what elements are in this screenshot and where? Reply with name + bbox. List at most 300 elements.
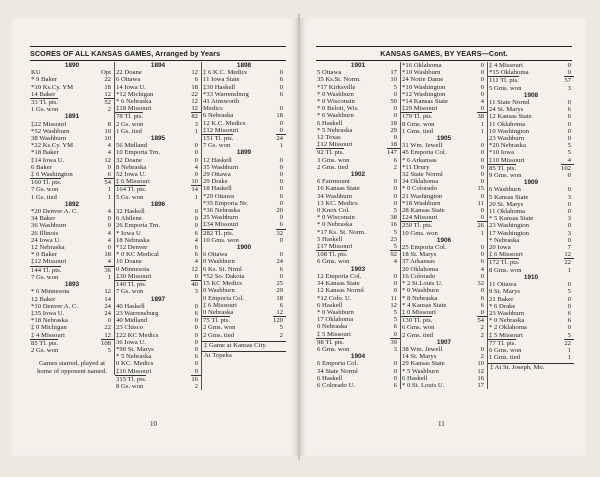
game-opponent: ‡10 Missouri (489, 156, 525, 164)
year-heading: 1899 (236, 149, 252, 157)
game-row (115, 332, 201, 339)
opponent-score: 0 (194, 142, 198, 150)
opponent-score: 5 (279, 324, 283, 332)
game-row (115, 91, 201, 98)
game-opponent: ‡24 Missouri (402, 214, 438, 222)
game-row (488, 237, 574, 244)
game-row (115, 303, 201, 310)
opponent-score: 11 (390, 294, 397, 302)
opponent-score: 0 (279, 185, 283, 193)
game-opponent: 34 Washburn (317, 192, 353, 200)
game-opponent: 8 Gms. won (402, 120, 435, 128)
game-opponent: 75 Tl. pts. (203, 317, 231, 325)
opponent-score: 0 (194, 367, 198, 375)
game-row (30, 194, 114, 201)
game-row (316, 105, 400, 112)
opponent-score: 108 (101, 339, 114, 347)
opponent-score: 4 (107, 149, 111, 157)
game-row (488, 296, 574, 303)
total-row (401, 316, 487, 324)
game-row (202, 171, 286, 178)
opponent-score: 3 (393, 345, 397, 353)
game-opponent: 40 Haskell (116, 302, 145, 310)
game-opponent: 0 KC. Medics (116, 360, 154, 368)
opponent-score: 14 (104, 295, 111, 303)
total-row (30, 339, 114, 347)
opponent-score: 10 (390, 76, 397, 84)
game-opponent: *12 Washington (402, 90, 446, 98)
opponent-score: 32 (276, 229, 286, 237)
opponent-score: 4 (107, 236, 111, 244)
opponent-score: 5 (567, 331, 571, 339)
opponent-score: 6 (194, 244, 198, 252)
opponent-score: 82 (191, 112, 201, 120)
opponent-score: 18 (191, 83, 198, 91)
game-row (401, 360, 487, 367)
game-opponent: 20 Oklahoma (402, 265, 439, 273)
game-row (115, 215, 201, 222)
opponent-score: 18 (276, 112, 283, 120)
game-row (401, 258, 487, 265)
year-heading: 1907 (436, 338, 452, 346)
total-row (316, 148, 400, 156)
game-row (30, 149, 114, 156)
game-row (316, 164, 400, 171)
game-opponent: 2 Gs. won (31, 346, 59, 354)
year-heading: 1900 (236, 244, 252, 252)
game-opponent: 34 Baker (31, 215, 56, 223)
game-opponent: 24 Notre Dame (402, 76, 444, 84)
game-row (202, 185, 286, 192)
game-row (30, 274, 114, 281)
opponent-score: 2 (279, 331, 283, 339)
game-opponent: 5 Kansas State (489, 193, 529, 201)
game-opponent: *12 Colo. U. (317, 294, 352, 302)
game-opponent: 23 Washburn (489, 309, 525, 317)
opponent-score: 0 (393, 272, 397, 280)
game-opponent: 45 Emporia Col. (402, 149, 447, 157)
game-opponent: 0 Knox Col. (317, 207, 350, 215)
game-row (115, 128, 201, 135)
game-opponent: 250 Tl. pts. (402, 222, 433, 230)
opponent-score: 6 (393, 323, 397, 331)
game-row (401, 353, 487, 360)
game-opponent: * 5 Nebraska (317, 126, 353, 134)
game-opponent: 6 Ottawa (116, 76, 141, 84)
opponent-score: 0 (480, 142, 484, 150)
game-row (202, 200, 286, 207)
opponent-score: 6 (279, 301, 283, 309)
game-row (316, 185, 400, 192)
opponent-score: 1 (107, 193, 111, 201)
game-opponent: 98 Tl. pts. (317, 338, 345, 346)
opponent-score: 6 (279, 76, 283, 84)
game-row (401, 287, 487, 294)
game-opponent: ‡ 4 Missouri (31, 331, 65, 339)
game-opponent: 0 Washburn (203, 287, 235, 295)
game-opponent: *20 Denver A. C. (31, 208, 78, 216)
game-opponent: 6 Haskell (317, 301, 343, 309)
game-opponent: *10 Washington (402, 83, 446, 91)
opponent-score: 6 (393, 156, 397, 164)
game-opponent: 7 Gs. won (31, 273, 59, 281)
game-opponent: 1 Gs. tied (116, 127, 142, 135)
game-row (115, 368, 201, 375)
game-opponent: 24 Iowa U. (31, 236, 61, 244)
game-row (488, 288, 574, 295)
game-opponent: 6 Haskell (402, 374, 428, 382)
opponent-score: 0 (194, 317, 198, 325)
game-row (316, 193, 400, 200)
game-row (488, 135, 574, 142)
game-opponent: 5 Gs. won (116, 193, 144, 201)
left-page (12, 18, 298, 456)
game-row (488, 324, 574, 331)
opponent-score: 0 (194, 302, 198, 310)
game-opponent: 85 Tl. pts. (31, 339, 59, 347)
game-row (401, 149, 487, 156)
game-opponent: *11 Drury (402, 163, 430, 171)
game-opponent: 0 Nebraska (203, 308, 234, 316)
game-row (115, 353, 201, 360)
game-row (202, 324, 286, 331)
game-opponent: 5 Gms. won (489, 84, 522, 92)
right-column-2 (401, 62, 488, 389)
game-row (401, 200, 487, 207)
game-opponent: 0 Emporia Col. (203, 294, 245, 302)
opponent-score: 0 (480, 62, 484, 69)
opponent-score: 17 (477, 381, 484, 389)
game-opponent: 2 Gms. tied (317, 163, 349, 171)
footnote-starred: Games starred, played at home of opponent named. (37, 360, 107, 375)
opponent-score: 24 (276, 134, 286, 142)
game-row (401, 171, 487, 178)
game-row (115, 310, 201, 317)
right-column-1 (316, 62, 401, 389)
total-row (316, 338, 400, 346)
game-row (115, 157, 201, 164)
opponent-score: 6 (480, 294, 484, 302)
opponent-score: 4 (107, 258, 111, 266)
opponent-score: 22 (104, 324, 111, 332)
game-opponent: 25 Emporia Col. (402, 244, 447, 252)
game-opponent: 25 Washburn (203, 214, 239, 222)
game-opponent: 315 Tl. pts. (116, 375, 147, 383)
game-opponent: 11 Ottawa (489, 281, 517, 289)
game-opponent: *90 St. Marys (116, 345, 154, 353)
left-column-3 (202, 62, 286, 360)
opponent-score: 0 (567, 69, 571, 77)
game-opponent: 29 Kansas State (402, 360, 445, 368)
opponent-score: 0 (480, 251, 484, 259)
opponent-score: 6 (567, 317, 571, 325)
total-row (401, 221, 487, 229)
game-opponent: 85 Tl. pts. (489, 164, 517, 172)
opponent-score: 12 (191, 69, 198, 77)
game-row (316, 120, 400, 127)
game-row (115, 69, 201, 76)
opponent-score: 0 (194, 338, 198, 346)
game-row (401, 302, 487, 309)
game-row (202, 221, 286, 228)
game-opponent: 8 Gs. won (116, 382, 144, 390)
game-opponent: * 4 Kansas State (402, 301, 447, 309)
game-row (30, 121, 114, 128)
game-opponent: 6 Haskell (317, 119, 343, 127)
game-opponent: * 5 Kansas State (489, 215, 534, 223)
opponent-score: 16 (477, 374, 484, 382)
game-row (488, 317, 574, 324)
game-row (401, 244, 487, 251)
game-row (115, 346, 201, 353)
opponent-score: 0 (279, 236, 283, 244)
opponent-score: 0 (567, 62, 571, 69)
game-opponent: * 0 Baker (31, 251, 57, 259)
opponent-score: 4 (194, 258, 198, 266)
game-row (115, 194, 201, 201)
game-opponent: 5 Haskell (317, 235, 343, 243)
opponent-score: 1 (107, 273, 111, 281)
game-row (30, 171, 114, 178)
opponent-score: 0 (480, 156, 484, 164)
opponent-score: 0 (279, 126, 283, 134)
game-row (202, 120, 286, 127)
opponent-score: 22 (104, 76, 111, 84)
game-opponent: 282 Tl. pts. (203, 229, 234, 237)
opponent-score: 12 (390, 301, 397, 309)
game-row (115, 273, 201, 280)
total-row (488, 339, 574, 347)
opponent-score: 50 (390, 98, 397, 106)
opponent-score: 6 (567, 309, 571, 317)
game-row (316, 382, 400, 389)
opponent-score: 12 (564, 251, 571, 259)
game-row (401, 266, 487, 273)
game-opponent: 14 St. Marys (402, 353, 437, 361)
game-row (488, 85, 574, 92)
game-row (401, 280, 487, 287)
game-row (401, 295, 487, 302)
total-row (401, 112, 487, 120)
game-opponent: *52 Washburn (31, 127, 70, 135)
game-row (30, 332, 114, 339)
game-row (202, 84, 286, 91)
opponent-score: 0 (279, 251, 283, 259)
game-row (115, 142, 201, 149)
opponent-score: 6 (279, 221, 283, 229)
game-opponent: ‡18 Missouri (116, 105, 152, 113)
game-opponent: 7 Gs. won (203, 142, 231, 150)
game-opponent: ‡12 Missouri (31, 258, 67, 266)
game-row (30, 208, 114, 215)
game-opponent: * Iowa U (116, 229, 141, 237)
game-opponent: 6 Gms. won (402, 324, 435, 332)
game-opponent: *12 Denver (116, 244, 148, 252)
opponent-score: 0 (279, 199, 283, 207)
game-opponent: 35 Washburn (203, 163, 239, 171)
game-row (115, 149, 201, 156)
game-opponent: 12 Texas (317, 134, 341, 142)
opponent-score: 7 (567, 244, 571, 252)
opponent-score: 0 (194, 156, 198, 164)
game-opponent: *17 Kirksville (317, 83, 356, 91)
game-row (30, 251, 114, 258)
game-opponent: 37 Arkansas (402, 258, 435, 266)
game-row (488, 244, 574, 251)
opponent-score: 3 (567, 193, 571, 201)
opponent-score: 6 (279, 192, 283, 200)
game-row (115, 339, 201, 346)
opponent-score: 12 (104, 156, 111, 164)
game-row (401, 332, 487, 339)
game-row (115, 383, 201, 390)
game-opponent: 11 Iowa State (203, 76, 240, 84)
game-opponent: * 6 Drake (489, 302, 516, 310)
game-opponent: *12 Michigan (116, 90, 154, 98)
opponent-score: 0 (279, 171, 283, 179)
opponent-score: 102 (561, 164, 574, 172)
game-opponent: * 0 Nebraska (317, 221, 353, 229)
game-row (202, 214, 286, 221)
game-row (488, 106, 574, 113)
total-row (488, 164, 574, 172)
game-row (115, 84, 201, 91)
game-opponent: 172 Tl. pts. (489, 259, 520, 267)
opponent-score: 0 (480, 178, 484, 186)
opponent-score: 24 (104, 302, 111, 310)
game-row (316, 69, 400, 76)
opponent-score: 52 (104, 98, 114, 106)
game-opponent: 144 Tl. pts. (31, 266, 62, 274)
opponent-score: 5 (567, 288, 571, 296)
opponent-score: 5 (393, 308, 397, 316)
opponent-score: 0 (393, 360, 397, 368)
opponent-score: 4 (107, 142, 111, 150)
opponent-score: 0 (480, 171, 484, 179)
game-row (488, 62, 574, 69)
game-row (115, 230, 201, 237)
game-opponent: 20 Iowa (489, 244, 511, 252)
game-row (202, 280, 286, 287)
opponent-score: 2 (480, 331, 484, 339)
game-row (316, 207, 400, 214)
game-opponent: * 0 KC Medical (116, 251, 159, 259)
game-row (115, 178, 201, 185)
game-opponent: 10 Emporia Trn. (116, 149, 161, 157)
opponent-score: 120 (273, 316, 286, 324)
game-row (401, 207, 487, 214)
game-row (30, 230, 114, 237)
game-row (401, 128, 487, 135)
game-opponent: * 0 Wisconsin (317, 98, 355, 106)
game-row (30, 186, 114, 193)
opponent-score: 0 (480, 76, 484, 84)
game-opponent: * 6 Nebraska (116, 98, 152, 106)
opponent-score: 4 (393, 258, 397, 266)
game-opponent: 6 Haskell (317, 374, 343, 382)
game-row (488, 347, 574, 354)
opponent-score: 0 (480, 90, 484, 98)
opponent-score: 40 (191, 280, 201, 288)
game-opponent: 7 Gs. won (31, 186, 59, 194)
game-row (202, 91, 286, 98)
game-opponent: * 5 Nebraska (116, 353, 152, 361)
total-row (115, 185, 201, 193)
left-column-2 (115, 62, 202, 390)
game-row (401, 375, 487, 382)
game-opponent: 111 Tl. pts. (489, 77, 519, 85)
game-row (202, 309, 286, 316)
game-opponent: Medics (203, 105, 223, 113)
game-opponent: * 6 Minnesota (31, 288, 70, 296)
opponent-score: 57 (564, 76, 574, 84)
opponent-score: 1 (567, 346, 571, 354)
game-opponent: 5 Ottawa (317, 69, 342, 77)
year-heading: 1890 (64, 62, 80, 69)
opponent-score: 2 (194, 382, 198, 390)
year-heading: 1905 (436, 135, 452, 143)
year-heading: 1897 (150, 295, 166, 303)
game-opponent: 7 Gs. won (116, 288, 144, 296)
opponent-score: 2 (107, 106, 111, 114)
game-row (115, 317, 201, 324)
opponent-score: 18 (104, 83, 111, 91)
total-row (115, 375, 201, 383)
game-row (401, 273, 487, 280)
opponent-score: 38 (390, 214, 397, 222)
game-row (316, 200, 400, 207)
opponent-score: 0 (480, 207, 484, 215)
opponent-score: 11 (477, 199, 484, 207)
game-opponent: ‡ 5 Missouri (317, 330, 351, 338)
game-opponent: 15 KC Medics (203, 280, 243, 288)
opponent-score: 0 (194, 345, 198, 353)
opponent-score: 18 (390, 119, 397, 127)
game-opponent: ‡17 Missouri (317, 243, 353, 251)
game-row (30, 84, 114, 91)
game-row (316, 368, 400, 375)
game-opponent: 8 Nebraska (116, 163, 147, 171)
game-opponent: 130 Tl. pts. (402, 317, 433, 325)
game-row (115, 258, 201, 265)
game-opponent: 2 Gms. tied (203, 331, 235, 339)
opponent-score: 4 (194, 236, 198, 244)
game-opponent: *35 Emporia Nr. (203, 199, 248, 207)
opponent-score: 0 (107, 215, 111, 223)
game-opponent: * 0 Washburn (317, 308, 354, 316)
opponent-score: 0 (567, 172, 571, 180)
game-row (316, 331, 400, 338)
game-row (401, 105, 487, 112)
right-page-header: KANSAS GAMES, BY YEARS—Cont. (316, 46, 572, 61)
game-opponent: *15 Oklahoma (489, 69, 529, 77)
opponent-score: 0 (480, 244, 484, 252)
opponent-score: 0 (194, 171, 198, 179)
total-row (30, 266, 114, 274)
game-opponent: 6 Ks. St. Nrml (203, 265, 242, 273)
game-opponent: * Nebraska (489, 236, 520, 244)
year-heading: 1891 (64, 113, 80, 121)
opponent-score: 3 (567, 215, 571, 223)
opponent-score: 1 (480, 229, 484, 237)
game-row (401, 382, 487, 389)
year-heading: 1906 (436, 236, 452, 244)
opponent-score: 6 (393, 381, 397, 389)
opponent-score: 0 (393, 90, 397, 98)
game-row (202, 295, 286, 302)
game-row (202, 266, 286, 273)
game-row (316, 214, 400, 221)
